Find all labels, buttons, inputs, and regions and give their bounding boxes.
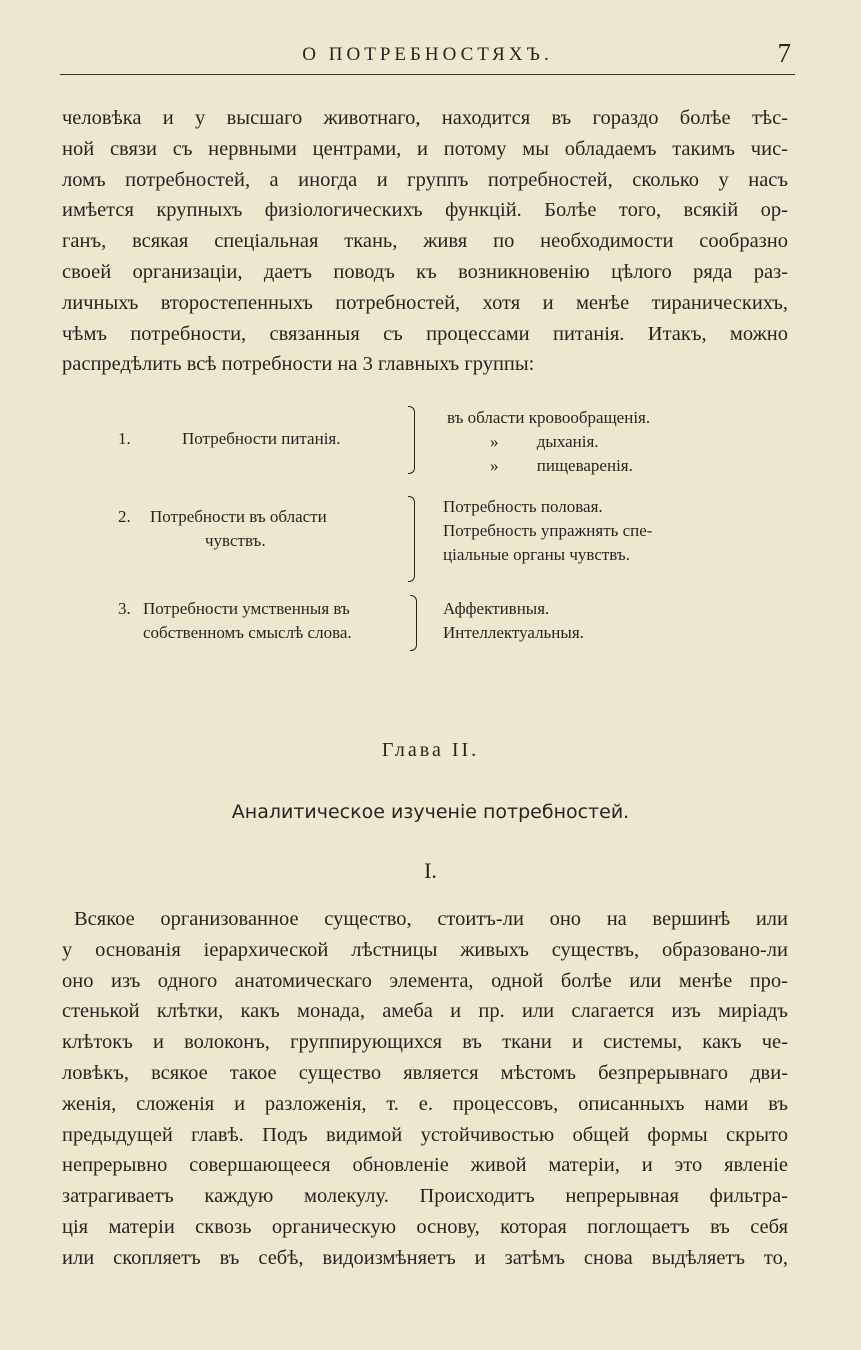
chapter-title: Аналитическое изученіе потребностей. bbox=[231, 801, 630, 823]
chapter-label: Глава II. bbox=[381, 739, 480, 761]
curly-brace bbox=[408, 496, 415, 582]
curly-brace bbox=[410, 595, 417, 651]
running-header bbox=[60, 40, 795, 75]
group-item: Потребность половая. bbox=[443, 497, 603, 516]
group-item: » дыханія. bbox=[490, 432, 599, 451]
text-line: ція матеріи сквозь органическую основу, которая поглощаетъ въ себя bbox=[62, 1215, 788, 1238]
text-line: ной связи съ нервными центрами, и потому мы обладаемъ такимъ чис- bbox=[62, 137, 788, 160]
group-name: Потребности въ области bbox=[150, 507, 327, 526]
text-line: своей организаціи, даетъ поводъ къ возникновенію цѣлого ряда раз- bbox=[62, 260, 788, 283]
text-line: у основанія іерархической лѣстницы живыхъ существъ, образовано-ли bbox=[62, 938, 788, 961]
text-line: или скопляетъ въ себѣ, видоизмѣняетъ и затѣмъ снова выдѣляетъ то, bbox=[62, 1246, 788, 1269]
group-number: 2. bbox=[118, 507, 131, 526]
text-line: женія, сложенія и разложенія, т. е. процессовъ, описанныхъ нами въ bbox=[62, 1092, 788, 1115]
group-item: Интеллектуальныя. bbox=[443, 623, 584, 642]
group-item: Аффективныя. bbox=[443, 599, 550, 618]
text-line: человѣка и у высшаго животнаго, находится въ гораздо болѣе тѣс- bbox=[62, 107, 788, 129]
curly-brace bbox=[408, 406, 415, 474]
paragraph-intro bbox=[62, 103, 788, 380]
text-line: предыдущей главѣ. Подъ видимой устойчивостью общей формы скрыто bbox=[62, 1123, 788, 1146]
group-item: ціальные органы чувствъ. bbox=[443, 545, 630, 564]
text-line: Всякое организованное существо, стоитъ-ли оно на вершинѣ или bbox=[74, 908, 788, 930]
paragraph-body bbox=[62, 904, 788, 1274]
group-name: чувствъ. bbox=[205, 531, 266, 550]
text-line: оно изъ одного анатомическаго элемента, одной болѣе или менѣе про- bbox=[62, 969, 788, 992]
text-line: ловѣкъ, всякое такое существо является мѣстомъ безпрерывнаго дви- bbox=[62, 1061, 788, 1084]
running-title: О ПОТРЕБНОСТЯХЪ. bbox=[302, 44, 553, 65]
group-item: » пищеваренія. bbox=[490, 456, 633, 475]
group-number: 3. bbox=[118, 599, 131, 618]
text-line: непрерывно совершающееся обновленіе живой матеріи, и это явленіе bbox=[62, 1154, 788, 1177]
text-line: стенькой клѣтки, какъ монада, амеба и пр. или слагается изъ миріадъ bbox=[62, 1000, 788, 1023]
text-line: чѣмъ потребности, связанныя съ процессами питанія. Итакъ, можно bbox=[62, 322, 788, 345]
group-item: Потребность упражнять спе- bbox=[443, 521, 653, 540]
text-line: клѣтокъ и волоконъ, группирующихся въ ткани и системы, какъ че- bbox=[62, 1031, 788, 1054]
text-line: личныхъ второстепенныхъ потребностей, хотя и менѣе тираническихъ, bbox=[62, 291, 788, 314]
section-number: I. bbox=[424, 858, 437, 883]
text-line: ганъ, всякая спеціальная ткань, живя по необходимости сообразно bbox=[62, 230, 788, 253]
group-name: Потребности умственныя въ bbox=[143, 599, 350, 618]
text-line: имѣется крупныхъ физіологическихъ функцій. Болѣе того, всякій ор- bbox=[62, 199, 788, 222]
text-line: ломъ потребностей, а иногда и группъ потребностей, сколько у насъ bbox=[62, 168, 788, 191]
group-name: собственномъ смыслѣ слова. bbox=[143, 623, 352, 642]
page-number: 7 bbox=[777, 38, 791, 68]
group-number: 1. bbox=[118, 429, 131, 448]
group-item: въ области кровообращенія. bbox=[447, 408, 651, 427]
group-name: Потребности питанія. bbox=[182, 429, 341, 448]
text-line: затрагиваетъ каждую молекулу. Происходитъ непрерывная фильтра- bbox=[62, 1185, 788, 1208]
text-line: распредѣлить всѣ потребности на 3 главныхъ группы: bbox=[62, 353, 535, 376]
